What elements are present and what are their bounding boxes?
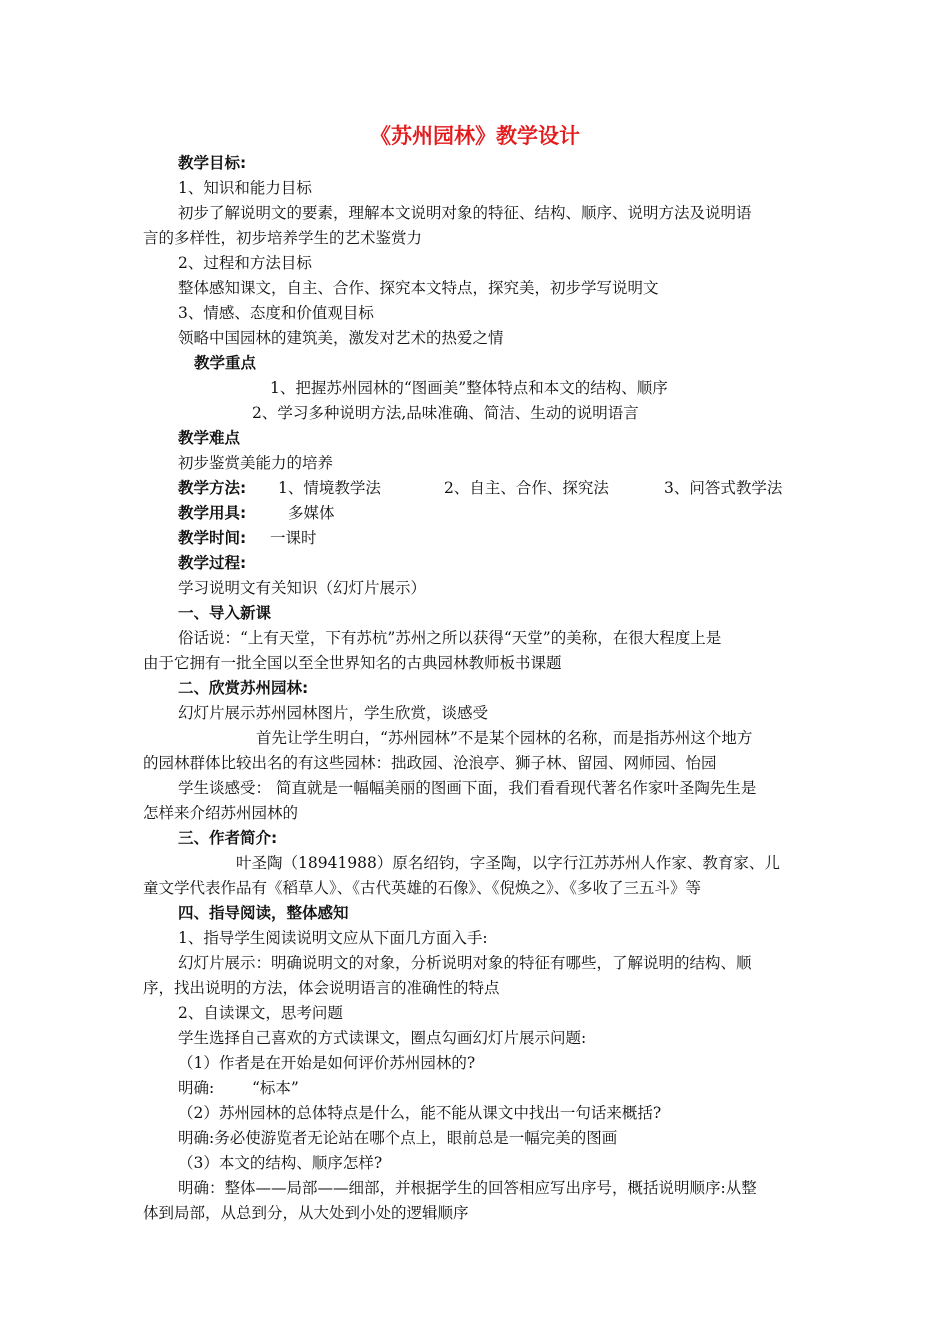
text-line: 序，找出说明的方法，体会说明语言的准确性的特点 xyxy=(143,979,500,997)
heading-teaching-process: 教学过程: xyxy=(178,554,247,572)
text-line: 的园林群体比较出名的有这些园林：拙政园、沧浪亭、狮子林、留园、网师园、怡园 xyxy=(143,754,717,772)
text-line: 怎样来介绍苏州园林的 xyxy=(143,804,299,822)
text-line: 领略中国园林的建筑美，激发对艺术的热爱之情 xyxy=(178,329,504,347)
text-line: 言的多样性，初步培养学生的艺术鉴赏力 xyxy=(143,229,423,247)
text-line: 一课时 xyxy=(270,529,317,547)
text-line: 2、自主、合作、探究法 xyxy=(444,479,609,497)
text-line: 3、情感、态度和价值观目标 xyxy=(178,304,374,322)
text-line: “标本” xyxy=(252,1079,299,1097)
heading-teaching-methods: 教学方法: xyxy=(178,479,247,497)
text-line: 1、知识和能力目标 xyxy=(178,179,312,197)
text-line: 多媒体 xyxy=(288,504,335,522)
heading-key-points: 教学重点 xyxy=(194,354,257,372)
text-line: 叶圣陶（18941988）原名绍钧，字圣陶，以字行江苏苏州人作家、教育家、儿 xyxy=(236,854,780,872)
text-line: 明确:务必使游览者无论站在哪个点上，眼前总是一幅完美的图画 xyxy=(178,1129,618,1147)
text-line: 明确：整体——局部——细部，并根据学生的回答相应写出序号，概括说明顺序:从整 xyxy=(178,1179,757,1197)
text-line: （3）本文的结构、顺序怎样? xyxy=(178,1154,383,1172)
text-line: 由于它拥有一批全国以至全世界知名的古典园林教师板书课题 xyxy=(143,654,562,672)
text-line: 初步了解说明文的要素，理解本文说明对象的特征、结构、顺序、说明方法及说明语 xyxy=(178,204,752,222)
text-line: 幻灯片展示：明确说明文的对象，分析说明对象的特征有哪些，了解说明的结构、顺 xyxy=(178,954,752,972)
section-heading: 二、欣赏苏州园林: xyxy=(178,679,309,697)
heading-teaching-objectives: 教学目标: xyxy=(178,154,247,172)
text-line: 2、过程和方法目标 xyxy=(178,254,312,272)
text-line: 整体感知课文，自主、合作、探究本文特点，探究美，初步学写说明文 xyxy=(178,279,659,297)
text-line: 2、学习多种说明方法,品味准确、简洁、生动的说明语言 xyxy=(252,404,639,422)
section-heading: 四、指导阅读，整体感知 xyxy=(178,904,349,922)
section-heading: 三、作者简介: xyxy=(178,829,278,847)
text-line: 学习说明文有关知识（幻灯片展示） xyxy=(178,579,427,597)
text-line: 童文学代表作品有《稻草人》、《古代英雄的石像》、《倪焕之》、《多收了三五斗》等 xyxy=(143,879,702,897)
text-line: 学生选择自己喜欢的方式读课文，圈点勾画幻灯片展示问题: xyxy=(178,1029,587,1047)
text-line: 2、自读课文，思考问题 xyxy=(178,1004,343,1022)
text-line: 明确: xyxy=(178,1079,215,1097)
heading-teaching-tools: 教学用具: xyxy=(178,504,247,522)
text-line: 俗话说：“上有天堂，下有苏杭”苏州之所以获得“天堂”的美称，在很大程度上是 xyxy=(178,629,722,647)
text-line: 1、把握苏州园林的“图画美”整体特点和本文的结构、顺序 xyxy=(270,379,668,397)
text-line: 体到局部，从总到分，从大处到小处的逻辑顺序 xyxy=(143,1204,469,1222)
text-line: 首先让学生明白，“苏州园林”不是某个园林的名称，而是指苏州这个地方 xyxy=(256,729,753,747)
section-heading: 一、导入新课 xyxy=(178,604,272,622)
text-line: （2）苏州园林的总体特点是什么，能不能从课文中找出一句话来概括? xyxy=(178,1104,662,1122)
text-line: 幻灯片展示苏州园林图片，学生欣赏，谈感受 xyxy=(178,704,489,722)
heading-teaching-time: 教学时间: xyxy=(178,529,247,547)
text-line: 1、指导学生阅读说明文应从下面几方面入手: xyxy=(178,929,488,947)
document-title: 《苏州园林》教学设计 xyxy=(370,124,580,148)
text-line: 学生谈感受： 简直就是一幅幅美丽的图画下面，我们看看现代著名作家叶圣陶先生是 xyxy=(178,779,757,797)
text-line: 3、问答式教学法 xyxy=(664,479,783,497)
text-line: 1、情境教学法 xyxy=(278,479,381,497)
text-line: （1）作者是在开始是如何评价苏州园林的? xyxy=(178,1054,476,1072)
text-line: 初步鉴赏美能力的培养 xyxy=(178,454,334,472)
heading-difficulties: 教学难点 xyxy=(178,429,241,447)
